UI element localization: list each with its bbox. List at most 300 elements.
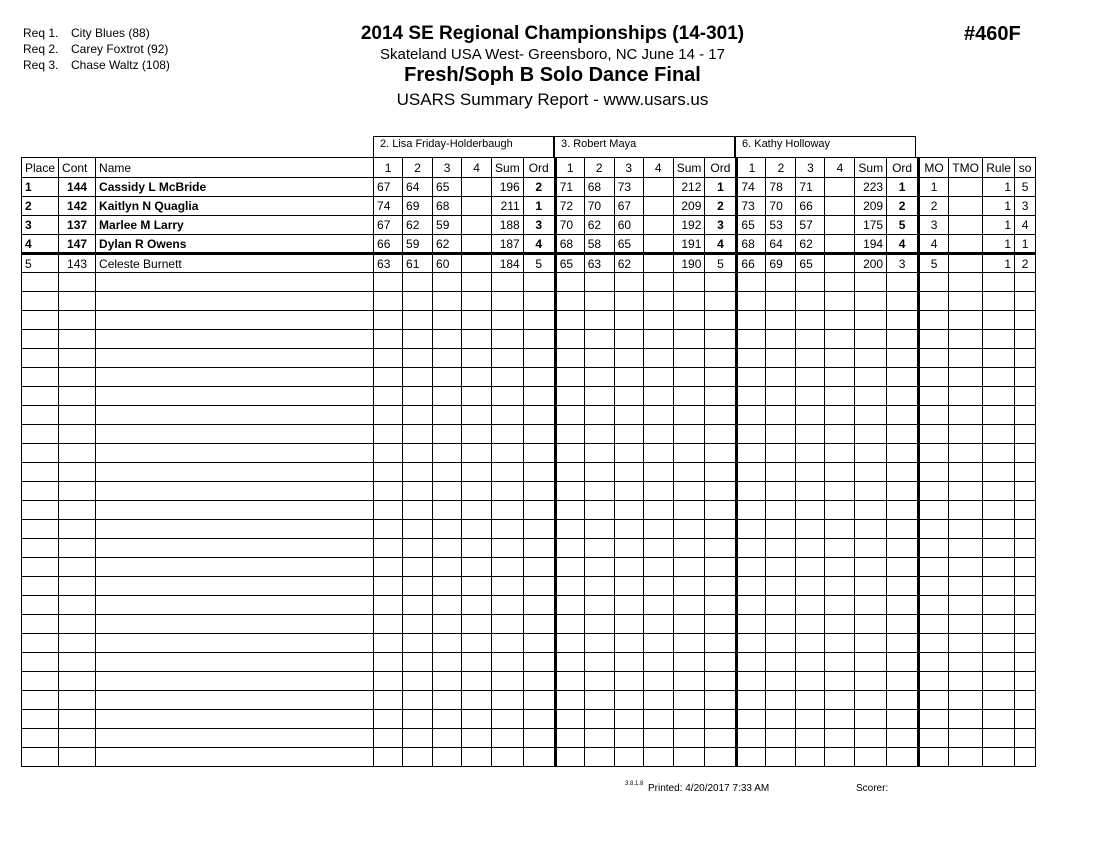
cell-mark — [614, 425, 643, 444]
cell-ord — [705, 387, 737, 406]
table-row-empty — [22, 425, 1036, 444]
cell-mark — [584, 273, 614, 292]
cell-ord — [523, 634, 555, 653]
cell-mark — [555, 520, 584, 539]
cell-mark — [737, 368, 766, 387]
cell-mark — [796, 672, 825, 691]
cell-mark — [643, 292, 673, 311]
cell-sum — [855, 387, 887, 406]
cell-sum — [673, 463, 705, 482]
cell-rule — [983, 330, 1015, 349]
cell-mark — [584, 406, 614, 425]
cell-ord — [887, 406, 919, 425]
cell-sum — [492, 444, 524, 463]
cell-cont: 137 — [59, 216, 96, 235]
cell-mark — [614, 444, 643, 463]
cell-sum: 211 — [492, 197, 524, 216]
cell-mark: 69 — [403, 197, 433, 216]
table-row-empty — [22, 292, 1036, 311]
cell-mark — [462, 463, 492, 482]
cell-ord — [523, 349, 555, 368]
cell-mark — [584, 520, 614, 539]
table-row-empty — [22, 330, 1036, 349]
cell-sum — [492, 501, 524, 520]
cell-mark: 57 — [796, 216, 825, 235]
cell-mark — [374, 691, 403, 710]
cell-mark — [825, 254, 855, 273]
cell-sum — [855, 615, 887, 634]
cell-rule — [983, 634, 1015, 653]
cell-ord — [705, 615, 737, 634]
cell-mark — [462, 216, 492, 235]
event-name: Fresh/Soph B Solo Dance Final — [404, 64, 701, 86]
cell-mark — [766, 425, 796, 444]
cell-mark — [584, 501, 614, 520]
cell-name — [96, 273, 374, 292]
cell-mark: 66 — [374, 235, 403, 254]
cell-cont: 144 — [59, 178, 96, 197]
cell-ord: 4 — [887, 235, 919, 254]
cell-mark — [374, 425, 403, 444]
cell-mark: 58 — [584, 235, 614, 254]
cell-mark — [462, 615, 492, 634]
cell-ord — [705, 292, 737, 311]
cell-so — [1015, 653, 1036, 672]
cell-mark — [555, 691, 584, 710]
cell-sum — [492, 539, 524, 558]
cell-name — [96, 425, 374, 444]
cell-mo — [919, 444, 949, 463]
cell-sum — [492, 273, 524, 292]
cell-mark — [766, 558, 796, 577]
cell-mark — [643, 387, 673, 406]
cell-sum — [492, 520, 524, 539]
cell-mark — [766, 501, 796, 520]
cell-name: Marlee M Larry — [96, 216, 374, 235]
cell-name — [96, 729, 374, 748]
table-row-empty — [22, 520, 1036, 539]
cell-ord: 3 — [523, 216, 555, 235]
cell-ord — [523, 691, 555, 710]
table-row — [22, 197, 1036, 216]
cell-mark — [796, 729, 825, 748]
cell-mark — [433, 596, 462, 615]
cell-mark — [643, 425, 673, 444]
col-header-mark-1: 1 — [374, 158, 403, 178]
col-header-sum: Sum — [855, 158, 887, 178]
cell-mark: 61 — [403, 254, 433, 273]
cell-sum — [673, 672, 705, 691]
col-header-ord: Ord — [705, 158, 737, 178]
cell-mo: 1 — [919, 178, 949, 197]
cell-mark — [555, 406, 584, 425]
cell-mark — [374, 273, 403, 292]
cell-mark — [374, 596, 403, 615]
cell-sum — [673, 596, 705, 615]
cell-mark — [462, 235, 492, 254]
cell-mark — [374, 729, 403, 748]
cell-place — [22, 596, 59, 615]
cell-sum — [855, 463, 887, 482]
cell-sum — [673, 615, 705, 634]
cell-tmo — [949, 197, 983, 216]
cell-rule: 1 — [983, 178, 1015, 197]
cell-tmo — [949, 672, 983, 691]
cell-mark: 65 — [796, 254, 825, 273]
cell-place — [22, 311, 59, 330]
cell-cont — [59, 577, 96, 596]
cell-mo — [919, 596, 949, 615]
cell-cont — [59, 596, 96, 615]
cell-mark — [643, 178, 673, 197]
table-row-empty — [22, 444, 1036, 463]
cell-mark: 67 — [614, 197, 643, 216]
cell-so — [1015, 482, 1036, 501]
cell-sum — [855, 672, 887, 691]
cell-rule — [983, 539, 1015, 558]
cell-mark — [825, 311, 855, 330]
cell-rule: 1 — [983, 197, 1015, 216]
cell-sum — [492, 311, 524, 330]
cell-mark — [584, 634, 614, 653]
cell-cont — [59, 539, 96, 558]
cell-ord — [705, 539, 737, 558]
cell-tmo — [949, 501, 983, 520]
cell-mark — [825, 615, 855, 634]
cell-sum — [855, 577, 887, 596]
cell-ord — [705, 273, 737, 292]
cell-mo — [919, 729, 949, 748]
cell-sum — [492, 558, 524, 577]
cell-name — [96, 444, 374, 463]
cell-mark: 59 — [433, 216, 462, 235]
cell-mark — [614, 615, 643, 634]
cell-mark — [614, 520, 643, 539]
cell-mark: 69 — [766, 254, 796, 273]
cell-mark — [433, 463, 462, 482]
cell-mo — [919, 273, 949, 292]
cell-sum — [673, 425, 705, 444]
cell-mark: 74 — [374, 197, 403, 216]
cell-ord — [523, 539, 555, 558]
cell-sum: 209 — [673, 197, 705, 216]
cell-rule — [983, 273, 1015, 292]
cell-rule — [983, 311, 1015, 330]
cell-rule — [983, 596, 1015, 615]
cell-name — [96, 615, 374, 634]
cell-tmo — [949, 273, 983, 292]
cell-sum: 223 — [855, 178, 887, 197]
cell-place — [22, 539, 59, 558]
cell-mark — [555, 615, 584, 634]
cell-mark: 78 — [766, 178, 796, 197]
cell-ord — [705, 330, 737, 349]
cell-mark — [433, 748, 462, 767]
cell-mo — [919, 425, 949, 444]
cell-sum — [855, 406, 887, 425]
cell-ord: 5 — [523, 254, 555, 273]
cell-ord — [523, 368, 555, 387]
cell-mark: 66 — [737, 254, 766, 273]
cell-mark — [462, 729, 492, 748]
cell-mark — [403, 292, 433, 311]
table-row-empty — [22, 672, 1036, 691]
cell-tmo — [949, 729, 983, 748]
cell-mark — [614, 406, 643, 425]
cell-mark: 59 — [403, 235, 433, 254]
cell-mark — [796, 349, 825, 368]
cell-mark — [555, 539, 584, 558]
cell-name — [96, 406, 374, 425]
cell-mark — [614, 273, 643, 292]
cell-cont — [59, 463, 96, 482]
cell-sum — [492, 482, 524, 501]
cell-mo — [919, 520, 949, 539]
cell-so — [1015, 596, 1036, 615]
cell-cont — [59, 292, 96, 311]
cell-mark — [825, 501, 855, 520]
cell-mark — [643, 406, 673, 425]
cell-mark — [825, 558, 855, 577]
cell-mark — [584, 748, 614, 767]
cell-sum — [492, 729, 524, 748]
cell-cont — [59, 330, 96, 349]
cell-mark — [796, 539, 825, 558]
cell-ord — [887, 387, 919, 406]
cell-mo — [919, 691, 949, 710]
cell-place — [22, 520, 59, 539]
cell-ord — [887, 273, 919, 292]
cell-cont — [59, 444, 96, 463]
cell-rule — [983, 406, 1015, 425]
cell-place — [22, 653, 59, 672]
cell-mark — [462, 672, 492, 691]
cell-mo — [919, 710, 949, 729]
cell-rule — [983, 672, 1015, 691]
cell-tmo — [949, 615, 983, 634]
cell-sum — [492, 634, 524, 653]
cell-ord — [887, 615, 919, 634]
cell-name — [96, 501, 374, 520]
cell-mark — [737, 539, 766, 558]
cell-ord — [523, 292, 555, 311]
cell-cont — [59, 729, 96, 748]
cell-mark — [766, 615, 796, 634]
col-header-mark-4: 4 — [643, 158, 673, 178]
cell-mark — [643, 235, 673, 254]
col-header-mark-1: 1 — [555, 158, 584, 178]
cell-mark — [584, 482, 614, 501]
cell-mark: 62 — [796, 235, 825, 254]
cell-so: 2 — [1015, 254, 1036, 273]
cell-mark — [796, 634, 825, 653]
cell-mark — [462, 254, 492, 273]
cell-mark — [462, 178, 492, 197]
cell-mark — [403, 634, 433, 653]
cell-tmo — [949, 520, 983, 539]
cell-so — [1015, 292, 1036, 311]
cell-cont — [59, 273, 96, 292]
cell-mark — [796, 311, 825, 330]
cell-rule — [983, 387, 1015, 406]
cell-mark — [643, 482, 673, 501]
cell-mark — [825, 197, 855, 216]
cell-mark — [796, 653, 825, 672]
cell-place — [22, 615, 59, 634]
cell-mark — [584, 653, 614, 672]
cell-sum: 200 — [855, 254, 887, 273]
table-row — [22, 178, 1036, 197]
cell-mark: 72 — [555, 197, 584, 216]
cell-mark — [614, 634, 643, 653]
cell-cont — [59, 710, 96, 729]
cell-mark — [374, 634, 403, 653]
cell-mark — [643, 349, 673, 368]
judge-header-3: 6. Kathy Holloway — [735, 136, 916, 157]
cell-place — [22, 748, 59, 767]
cell-place — [22, 577, 59, 596]
cell-name — [96, 748, 374, 767]
cell-mark — [614, 558, 643, 577]
cell-sum — [673, 273, 705, 292]
cell-place — [22, 463, 59, 482]
col-header-mark-2: 2 — [584, 158, 614, 178]
cell-rule — [983, 349, 1015, 368]
cell-sum — [673, 558, 705, 577]
cell-ord: 2 — [523, 178, 555, 197]
cell-mark — [462, 634, 492, 653]
cell-mark — [433, 444, 462, 463]
col-header-rule: Rule — [983, 158, 1015, 178]
cell-mo — [919, 672, 949, 691]
cell-mark — [614, 748, 643, 767]
cell-sum: 175 — [855, 216, 887, 235]
cell-mark — [643, 558, 673, 577]
cell-tmo — [949, 387, 983, 406]
cell-mark — [643, 463, 673, 482]
cell-tmo — [949, 368, 983, 387]
cell-mark — [433, 729, 462, 748]
table-row-empty — [22, 387, 1036, 406]
cell-mark — [374, 349, 403, 368]
judge-header-2: 3. Robert Maya — [554, 136, 735, 157]
cell-mark — [614, 710, 643, 729]
scorer-label: Scorer: — [856, 783, 889, 794]
cell-mark — [555, 444, 584, 463]
cell-tmo — [949, 311, 983, 330]
cell-mark — [796, 406, 825, 425]
cell-sum — [492, 672, 524, 691]
cell-ord — [705, 577, 737, 596]
cell-mark — [403, 330, 433, 349]
col-header-mark-3: 3 — [796, 158, 825, 178]
cell-mark — [643, 577, 673, 596]
cell-mark — [555, 463, 584, 482]
cell-ord — [887, 729, 919, 748]
cell-place: 2 — [22, 197, 59, 216]
cell-mark — [462, 273, 492, 292]
cell-tmo — [949, 444, 983, 463]
cell-mark — [825, 235, 855, 254]
cell-mark: 60 — [614, 216, 643, 235]
cell-mark — [555, 653, 584, 672]
cell-cont — [59, 501, 96, 520]
col-header-mark-2: 2 — [403, 158, 433, 178]
cell-ord — [887, 653, 919, 672]
cell-mark — [584, 292, 614, 311]
cell-mark — [403, 482, 433, 501]
cell-sum — [673, 653, 705, 672]
cell-mark — [737, 748, 766, 767]
cell-tmo — [949, 216, 983, 235]
cell-mark: 68 — [555, 235, 584, 254]
cell-mark — [766, 520, 796, 539]
cell-ord — [887, 292, 919, 311]
cell-ord: 5 — [887, 216, 919, 235]
cell-rule — [983, 292, 1015, 311]
cell-mark — [737, 501, 766, 520]
cell-mark — [555, 634, 584, 653]
cell-so — [1015, 558, 1036, 577]
cell-mark — [555, 748, 584, 767]
cell-mark — [584, 444, 614, 463]
event-venue: Skateland USA West- Greensboro, NC June 14 - 17 — [380, 46, 725, 63]
col-header-mark-3: 3 — [614, 158, 643, 178]
table-row-empty — [22, 463, 1036, 482]
cell-mark — [737, 425, 766, 444]
cell-name — [96, 349, 374, 368]
cell-mark — [643, 197, 673, 216]
cell-mark — [403, 710, 433, 729]
cell-mark — [796, 615, 825, 634]
cell-ord: 3 — [705, 216, 737, 235]
cell-sum — [492, 748, 524, 767]
cell-ord — [887, 482, 919, 501]
cell-mark — [766, 729, 796, 748]
cell-mark — [462, 406, 492, 425]
cell-ord — [523, 710, 555, 729]
cell-tmo — [949, 691, 983, 710]
cell-rule: 1 — [983, 254, 1015, 273]
requirement-key: Req 2. — [23, 42, 59, 56]
cell-mark — [766, 596, 796, 615]
cell-sum — [855, 482, 887, 501]
cell-rule — [983, 653, 1015, 672]
cell-mark — [614, 729, 643, 748]
cell-ord — [705, 425, 737, 444]
cell-mark — [737, 729, 766, 748]
cell-mark — [555, 273, 584, 292]
cell-mo — [919, 748, 949, 767]
cell-sum — [855, 501, 887, 520]
table-row-empty — [22, 653, 1036, 672]
cell-cont — [59, 368, 96, 387]
cell-cont — [59, 349, 96, 368]
cell-so — [1015, 501, 1036, 520]
cell-place: 1 — [22, 178, 59, 197]
cell-ord — [887, 368, 919, 387]
cell-mark — [796, 710, 825, 729]
cell-mark — [825, 463, 855, 482]
cell-mark — [462, 349, 492, 368]
cell-mark — [737, 349, 766, 368]
cell-mark — [643, 596, 673, 615]
cell-mark — [643, 330, 673, 349]
summary-table — [21, 157, 1036, 767]
cell-mark — [374, 577, 403, 596]
cell-mark: 64 — [403, 178, 433, 197]
cell-mark — [584, 463, 614, 482]
